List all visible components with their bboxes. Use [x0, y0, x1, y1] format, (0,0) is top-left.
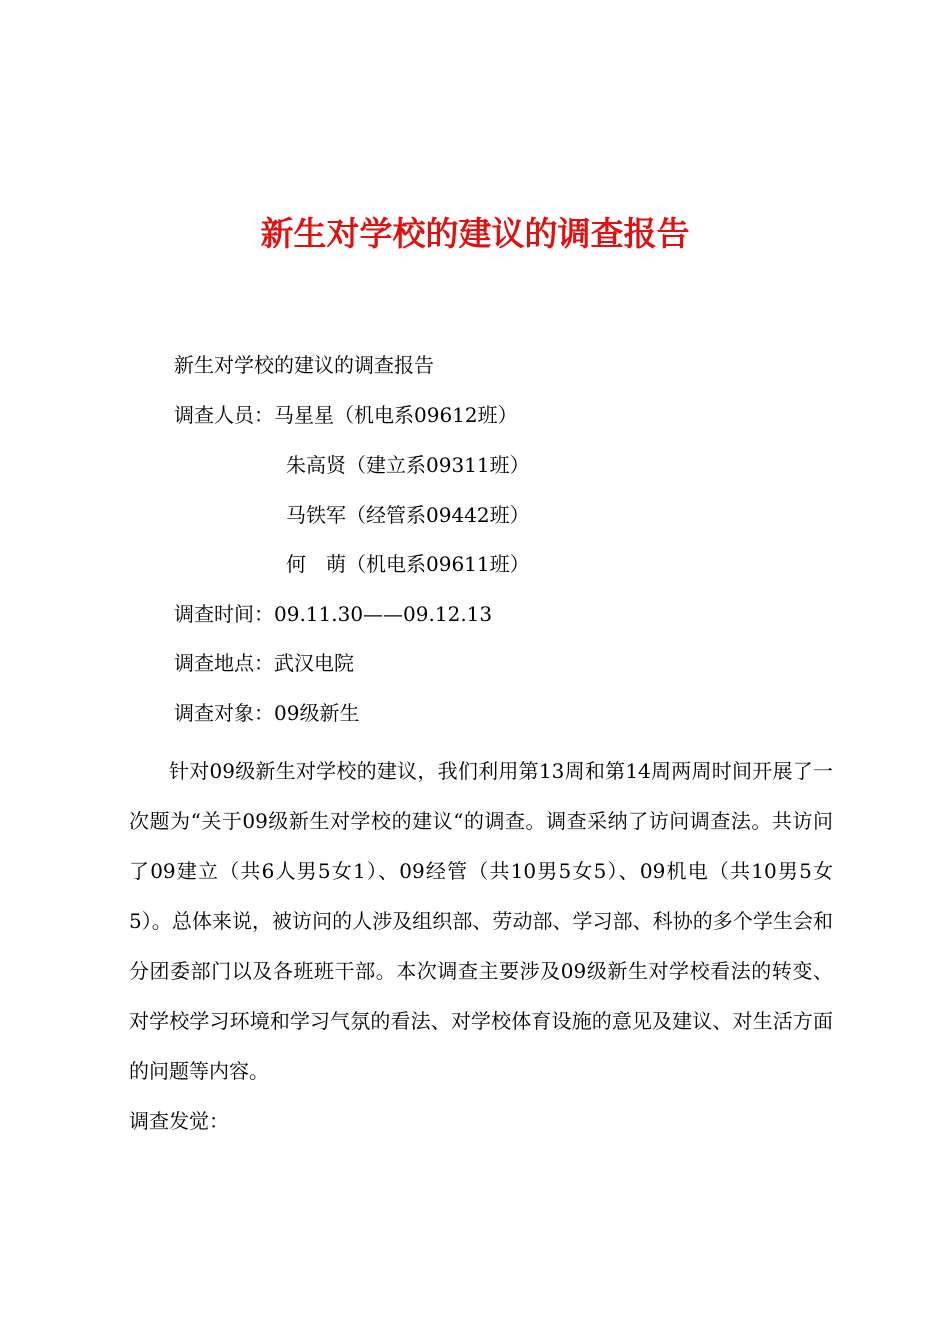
document-title: 新生对学校的建议的调查报告	[260, 214, 690, 253]
investigator-line-3: 马铁军（经管系09442班）	[286, 503, 530, 527]
survey-target: 调查对象：09级新生	[174, 701, 360, 725]
survey-time: 调查时间：09.11.30——09.12.13	[174, 602, 493, 626]
investigator-line-2: 朱高贤（建立系09311班）	[286, 453, 530, 477]
investigator-name: 马星星（机电系09612班）	[274, 403, 518, 427]
investigators-label: 调查人员：	[174, 403, 274, 427]
body-paragraph: 针对09级新生对学校的建议，我们利用第13周和第14周两周时间开展了一次题为“关于09级新生对学校的建议“的调查。调查采纳了访问调查法。共访问了09建立（共6人男5女1）、09经管（共10男5女5）、09机电（共10男5女5）。总体来说，被访问的人涉及组织部、劳动部、学习部、科协的多个学生会和分团委部门以及各班班干部。本次调查主要涉及09级新生对学校看法的转变、对学校学习环境和学习气氛的看法、对学校体育设施的意见及建议、对生活方面的问题等内容。	[129, 759, 833, 1083]
body-section	[129, 746, 833, 1146]
investigator-line-1	[174, 400, 518, 430]
survey-place: 调查地点：武汉电院	[174, 651, 354, 675]
findings-heading: 调查发觉：	[129, 1109, 229, 1133]
report-subtitle: 新生对学校的建议的调查报告	[174, 353, 434, 377]
investigator-line-4: 何 萌（机电系09611班）	[286, 552, 530, 576]
